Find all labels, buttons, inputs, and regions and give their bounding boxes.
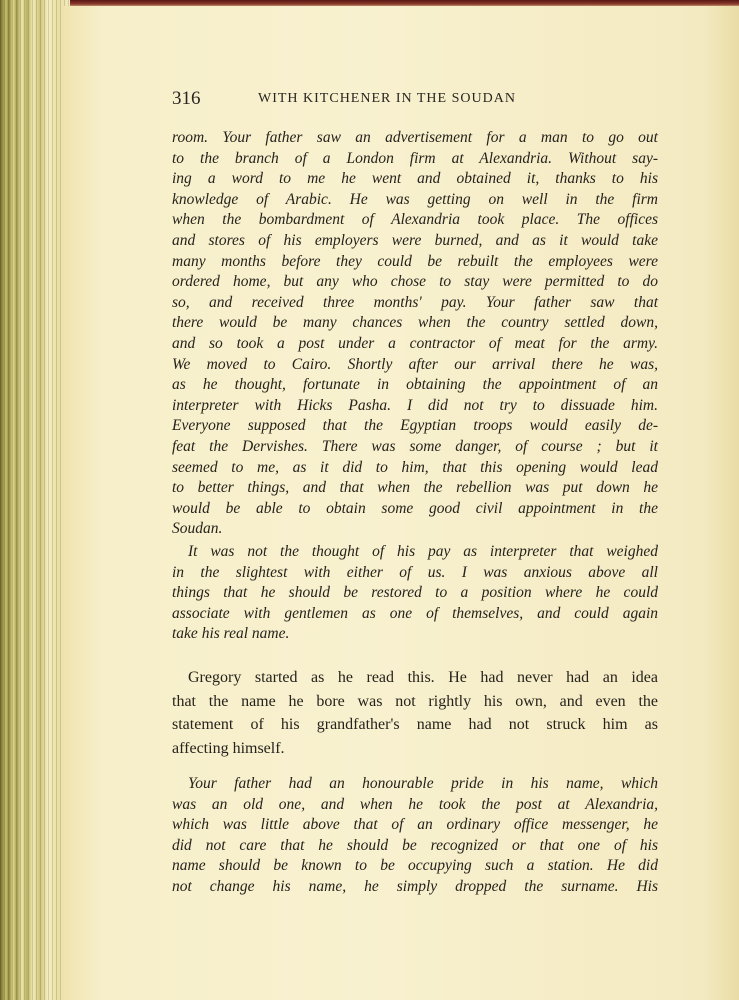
narrative-paragraph	[172, 666, 658, 760]
text-line: associate with gentlemen as one of themselves, and could again	[172, 604, 658, 622]
text-line: Your father had an honourable pride in his name, which	[188, 775, 658, 792]
text-line: seemed to me, as it did to him, that this opening would lead	[172, 458, 658, 476]
text-line: and so took a post under a contractor of meat for the army.	[172, 334, 658, 352]
text-line: Soudan.	[172, 520, 223, 538]
text-line: there would be many chances when the country settled down,	[172, 314, 658, 332]
letter-paragraph-2	[172, 542, 658, 645]
text-line: It was not the thought of his pay as interpreter that weighed	[188, 543, 658, 560]
text-line: which was little above that of an ordinary office messenger, he	[172, 816, 658, 834]
text-line: would be able to obtain some good civil appointment in the	[172, 499, 658, 517]
letter-paragraph-1	[172, 128, 658, 540]
book-page-edges	[0, 0, 70, 1000]
page-number: 316	[172, 88, 201, 109]
text-line: Gregory started as he read this. He had never had an idea	[188, 669, 658, 686]
text-line: things that he should be restored to a position where he could	[172, 584, 658, 602]
letter-paragraph-3	[172, 774, 658, 898]
text-line: to better things, and that when the rebellion was put down he	[172, 479, 658, 497]
text-line: take his real name.	[172, 625, 290, 643]
text-line: so, and received three months' pay. Your father saw that	[172, 293, 658, 311]
text-line: and stores of his employers were burned, and as it would take	[172, 231, 658, 249]
text-line: room. Your father saw an advertisement for a man to go out	[172, 129, 658, 146]
text-line: Everyone supposed that the Egyptian troops would easily de-	[172, 417, 658, 435]
page-header	[172, 88, 592, 118]
text-line: as he thought, fortunate in obtaining the appointment of an	[172, 376, 658, 394]
text-line: We moved to Cairo. Shortly after our arrival there he was,	[172, 355, 658, 373]
text-line: interpreter with Hicks Pasha. I did not try to dissuade him.	[172, 396, 658, 414]
text-line: in the slightest with either of us. I was anxious above all	[172, 563, 658, 581]
text-line: to the branch of a London firm at Alexandria. Without say-	[172, 149, 658, 167]
text-line: did not care that he should be recognized or that one of his	[172, 836, 658, 854]
text-line: name should be known to be occupying such a station. He did	[172, 857, 658, 875]
text-line: statement of his grandfather's name had not struck him as	[172, 716, 658, 734]
running-head: WITH KITCHENER IN THE SOUDAN	[258, 91, 516, 106]
text-line: knowledge of Arabic. He was getting on well in the firm	[172, 190, 658, 208]
text-line: many months before they could be rebuilt the employees were	[172, 252, 658, 270]
text-line: ing a word to me he went and obtained it, thanks to his	[172, 170, 658, 188]
text-line: feat the Dervishes. There was some danger, of course ; but it	[172, 437, 658, 455]
text-line: was an old one, and when he took the post at Alexandria,	[172, 795, 658, 813]
text-line: ordered home, but any who chose to stay were permitted to do	[172, 273, 658, 291]
text-line: affecting himself.	[172, 739, 285, 757]
text-line: that the name he bore was not rightly his own, and even the	[172, 692, 658, 710]
text-line: not change his name, he simply dropped the surname. His	[172, 877, 658, 895]
text-line: when the bombardment of Alexandria took place. The offices	[172, 211, 658, 229]
